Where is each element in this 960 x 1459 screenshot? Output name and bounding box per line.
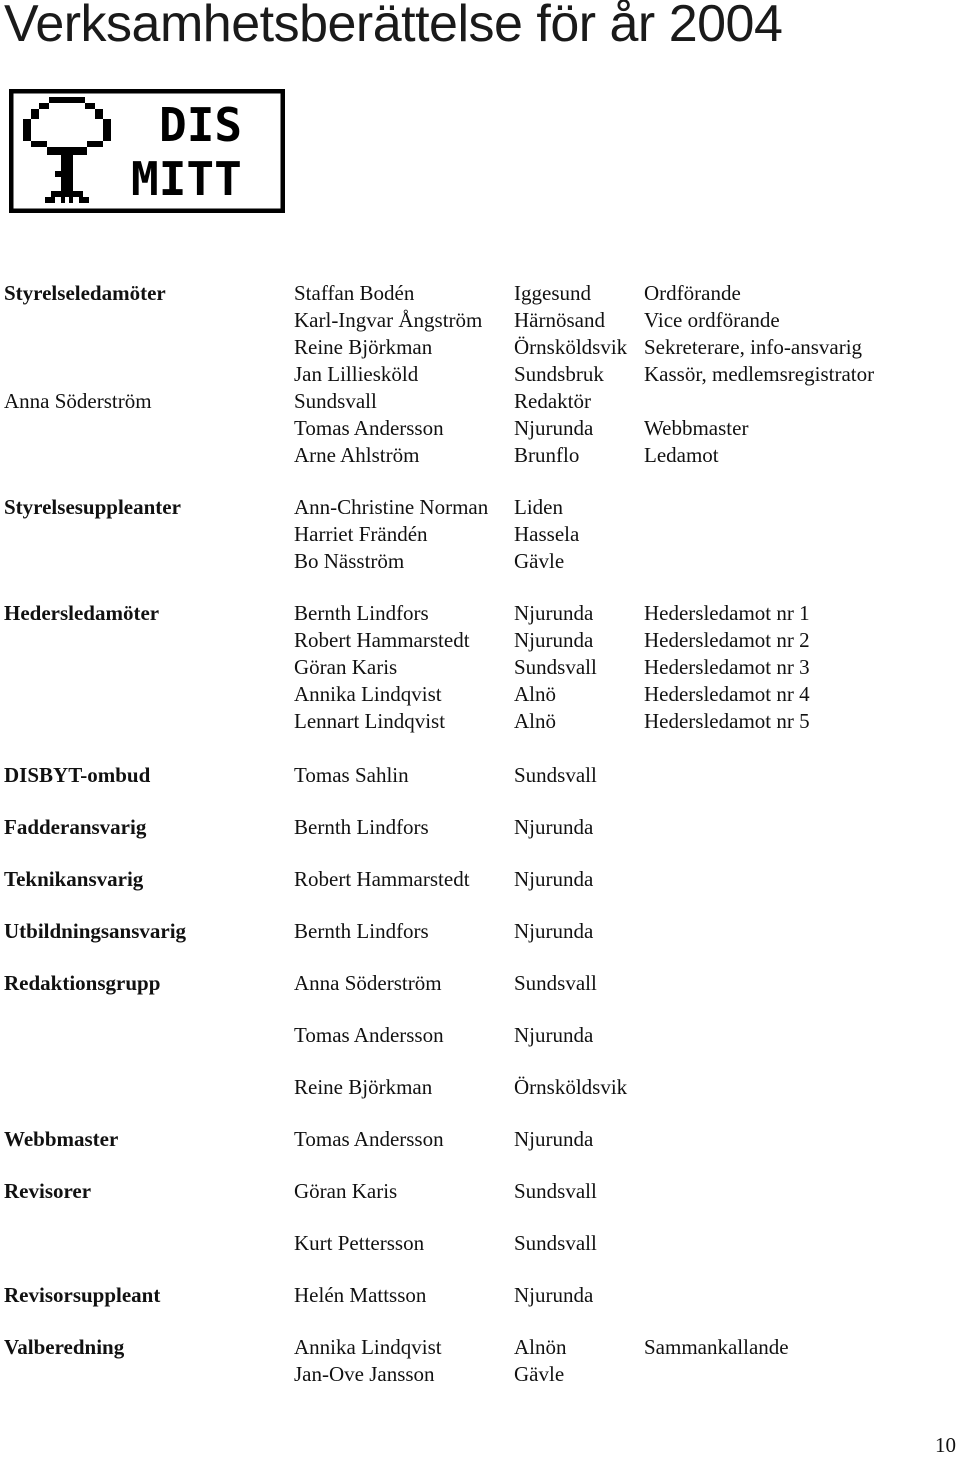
place-name: Alnö [514,682,556,706]
list-item [0,280,960,307]
person-name: Helén Mattsson [294,1283,427,1307]
list-item [0,361,960,388]
row-label: Utbildningsansvarig [4,919,187,943]
person-name: Arne Ahlström [294,443,420,467]
place-name: Sundsvall [514,1231,597,1255]
list-item [0,1282,960,1309]
role-title: Hedersledamot nr 4 [644,682,810,706]
place-name: Alnön [514,1335,567,1359]
row-label: Hedersledamöter [4,601,160,625]
list-item [0,494,960,521]
place-name: Örnsköldsvik [514,335,628,359]
list-item [0,762,960,789]
list-item [0,1361,960,1388]
place-name: Örnsköldsvik [514,1075,628,1099]
person-name: Bernth Lindfors [294,601,429,625]
place-name: Sundsvall [514,1179,597,1203]
list-item [0,521,960,548]
role-title: Kassör, medlemsregistrator [644,362,875,386]
list-item [0,866,960,893]
row-label: Fadderansvarig [4,815,147,839]
role-title: Sekreterare, info-ansvarig [644,335,863,359]
role-title: Vice ordförande [644,308,780,332]
place-name: Gävle [514,549,565,573]
person-name: Tomas Andersson [294,1023,444,1047]
person-name: Ann-Christine Norman [294,495,489,519]
place-name: Njurunda [514,1283,594,1307]
place-name: Redaktör [514,389,591,413]
person-name: Göran Karis [294,1179,398,1203]
list-item [0,334,960,361]
person-name: Annika Lindqvist [294,682,442,706]
dis-mitt-logo [9,89,285,213]
row-label: Styrelsesuppleanter [4,495,181,519]
person-name: Robert Hammarstedt [294,628,470,652]
place-name: Gävle [514,1362,565,1386]
list-item [0,1126,960,1153]
role-title: Ledamot [644,443,719,467]
person-name: Tomas Andersson [294,416,444,440]
document-title: Verksamhetsberättelse för år 2004 [4,0,783,53]
role-title: Ordförande [644,281,741,305]
place-name: Hassela [514,522,580,546]
logo-text-mitt: MITT [131,152,242,206]
list-item [0,1022,960,1049]
person-name: Bo Näsström [294,549,405,573]
person-name: Anna Söderström [294,971,442,995]
row-label: Teknikansvarig [4,867,144,891]
person-name: Annika Lindqvist [294,1335,442,1359]
person-name: Jan-Ove Jansson [294,1362,435,1386]
person-name: Lennart Lindqvist [294,709,446,733]
person-name: Karl-Ingvar Ångström [294,308,483,332]
place-name: Njurunda [514,919,594,943]
list-item [0,548,960,575]
person-name: Jan Lilliesköld [294,362,419,386]
row-label: Revisorsuppleant [4,1283,161,1307]
list-item [0,1074,960,1101]
row-label: Revisorer [4,1179,92,1203]
list-item [0,1178,960,1205]
person-name: Tomas Andersson [294,1127,444,1151]
row-label: Webbmaster [4,1127,119,1151]
place-name: Sundsvall [514,763,597,787]
role-title: Hedersledamot nr 2 [644,628,810,652]
role-title: Sammankallande [644,1335,789,1359]
list-item [0,388,960,415]
logo-text-dis: DIS [159,98,243,152]
place-name: Alnö [514,709,556,733]
list-item [0,970,960,997]
person-name: Sundsvall [294,389,377,413]
list-item [0,1334,960,1361]
list-item [0,708,960,735]
list-item [0,814,960,841]
page-number: 10 [935,1433,956,1457]
place-name: Liden [514,495,563,519]
role-title: Hedersledamot nr 1 [644,601,810,625]
list-item [0,442,960,469]
row-label: DISBYT-ombud [4,763,151,787]
list-item [0,600,960,627]
list-item [0,415,960,442]
place-name: Sundsvall [514,971,597,995]
list-item [0,627,960,654]
row-label: Redaktionsgrupp [4,971,161,995]
role-title: Webbmaster [644,416,749,440]
person-name: Staffan Bodén [294,281,415,305]
place-name: Njurunda [514,601,594,625]
list-item [0,307,960,334]
person-name: Robert Hammarstedt [294,867,470,891]
person-name: Göran Karis [294,655,398,679]
place-name: Njurunda [514,1023,594,1047]
person-name: Reine Björkman [294,335,433,359]
place-name: Iggesund [514,281,591,305]
list-item [0,654,960,681]
place-name: Njurunda [514,1127,594,1151]
place-name: Njurunda [514,815,594,839]
list-item [0,681,960,708]
person-name: Bernth Lindfors [294,919,429,943]
row-label: Anna Söderström [4,389,152,413]
role-title: Hedersledamot nr 5 [644,709,810,733]
list-item [0,1230,960,1257]
place-name: Njurunda [514,416,594,440]
list-item [0,918,960,945]
place-name: Härnösand [514,308,605,332]
person-name: Harriet Frändén [294,522,428,546]
place-name: Njurunda [514,628,594,652]
role-title: Hedersledamot nr 3 [644,655,810,679]
place-name: Brunflo [514,443,580,467]
person-name: Reine Björkman [294,1075,433,1099]
row-label: Valberedning [4,1335,125,1359]
row-label: Styrelseledamöter [4,281,166,305]
place-name: Njurunda [514,867,594,891]
place-name: Sundsvall [514,655,597,679]
person-name: Tomas Sahlin [294,763,409,787]
person-name: Kurt Pettersson [294,1231,425,1255]
place-name: Sundsbruk [514,362,604,386]
person-name: Bernth Lindfors [294,815,429,839]
